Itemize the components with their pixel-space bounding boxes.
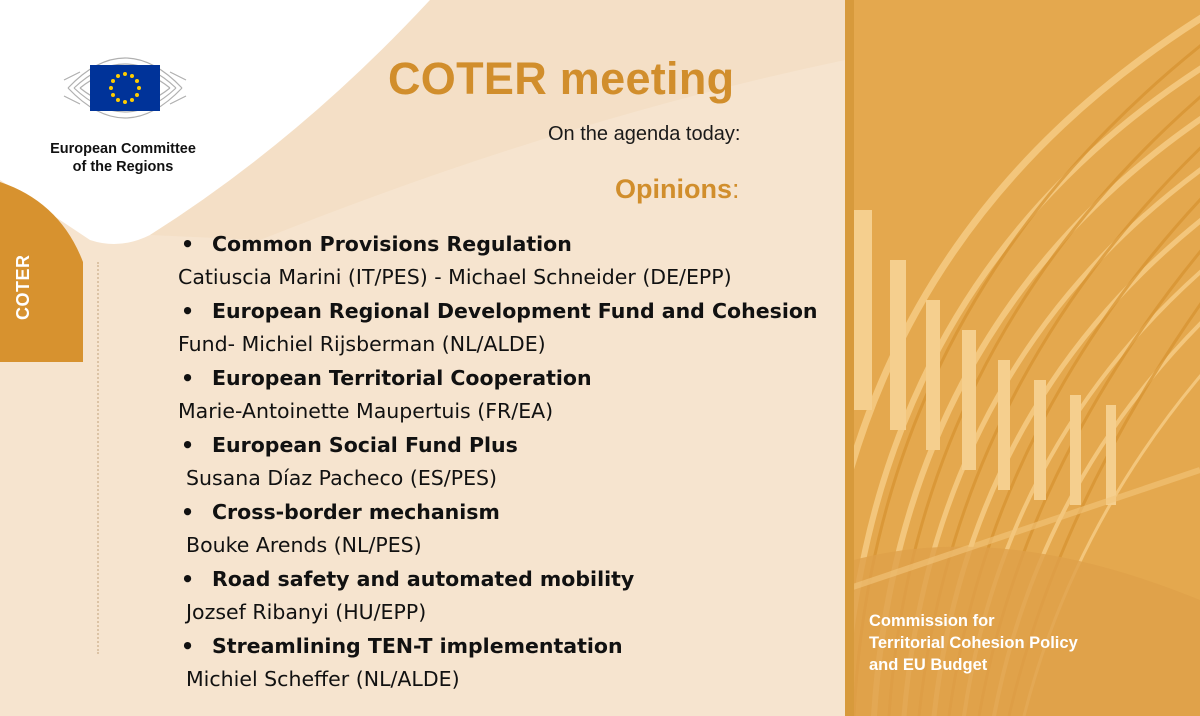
agenda-item-reporter: Marie-Antoinette Maupertuis (FR/EA) bbox=[178, 399, 554, 423]
right-banner-inner bbox=[854, 0, 1200, 716]
commission-name bbox=[869, 610, 1169, 676]
section-heading-text: Opinions bbox=[615, 174, 732, 204]
commission-name-line1: Commission for bbox=[869, 612, 995, 630]
agenda-item bbox=[178, 629, 838, 696]
section-heading-colon: : bbox=[732, 174, 740, 204]
agenda-item bbox=[178, 294, 838, 361]
agenda-item bbox=[178, 428, 838, 495]
bullet-icon: • bbox=[181, 232, 195, 256]
hemicycle-arcs-icon bbox=[854, 0, 1200, 716]
agenda-item-title: Common Provisions Regulation bbox=[212, 232, 572, 256]
agenda-item-reporter: Michiel Scheffer (NL/ALDE) bbox=[186, 667, 460, 691]
agenda-subtitle: On the agenda today: bbox=[548, 123, 741, 145]
agenda-item-title: Road safety and automated mobility bbox=[212, 567, 635, 591]
org-name bbox=[48, 140, 198, 176]
commission-name-line3: and EU Budget bbox=[869, 656, 988, 674]
section-heading bbox=[615, 174, 740, 205]
bullet-icon: • bbox=[181, 433, 195, 457]
agenda-item-reporter: Bouke Arends (NL/PES) bbox=[186, 533, 422, 557]
agenda-item-title: European Territorial Cooperation bbox=[212, 366, 592, 390]
agenda-item-reporter: Jozsef Ribanyi (HU/EPP) bbox=[186, 600, 427, 624]
agenda-item-reporter: Susana Díaz Pacheco (ES/PES) bbox=[186, 466, 498, 490]
commission-name-line2: Territorial Cohesion Policy bbox=[869, 634, 1078, 652]
bullet-icon: • bbox=[181, 366, 195, 390]
agenda-item bbox=[178, 562, 838, 629]
dotted-divider bbox=[97, 262, 99, 654]
page-title: COTER meeting bbox=[388, 53, 735, 104]
eu-flag-logo-icon bbox=[60, 38, 190, 138]
agenda-item-title: Streamlining TEN-T implementation bbox=[212, 634, 623, 658]
agenda-item-title: Cross-border mechanism bbox=[212, 500, 500, 524]
org-name-line2: of the Regions bbox=[72, 159, 174, 175]
agenda-item-title: European Social Fund Plus bbox=[212, 433, 518, 457]
bullet-icon: • bbox=[181, 500, 195, 524]
bullet-icon: • bbox=[181, 567, 195, 591]
right-banner bbox=[845, 0, 1200, 716]
agenda-item-title: European Regional Development Fund and Cohesion bbox=[212, 299, 818, 323]
bullet-icon: • bbox=[181, 299, 195, 323]
agenda-item-reporter: Fund- Michiel Rijsberman (NL/ALDE) bbox=[178, 332, 546, 356]
agenda-item bbox=[178, 361, 838, 428]
agenda-item bbox=[178, 495, 838, 562]
agenda-item bbox=[178, 227, 838, 294]
coter-side-label: COTER bbox=[13, 254, 33, 320]
bullet-icon: • bbox=[181, 634, 195, 658]
agenda-list bbox=[178, 227, 838, 696]
agenda-item-reporter: Catiuscia Marini (IT/PES) - Michael Schneider (DE/EPP) bbox=[178, 265, 732, 289]
org-name-line1: European Committee bbox=[50, 141, 196, 157]
